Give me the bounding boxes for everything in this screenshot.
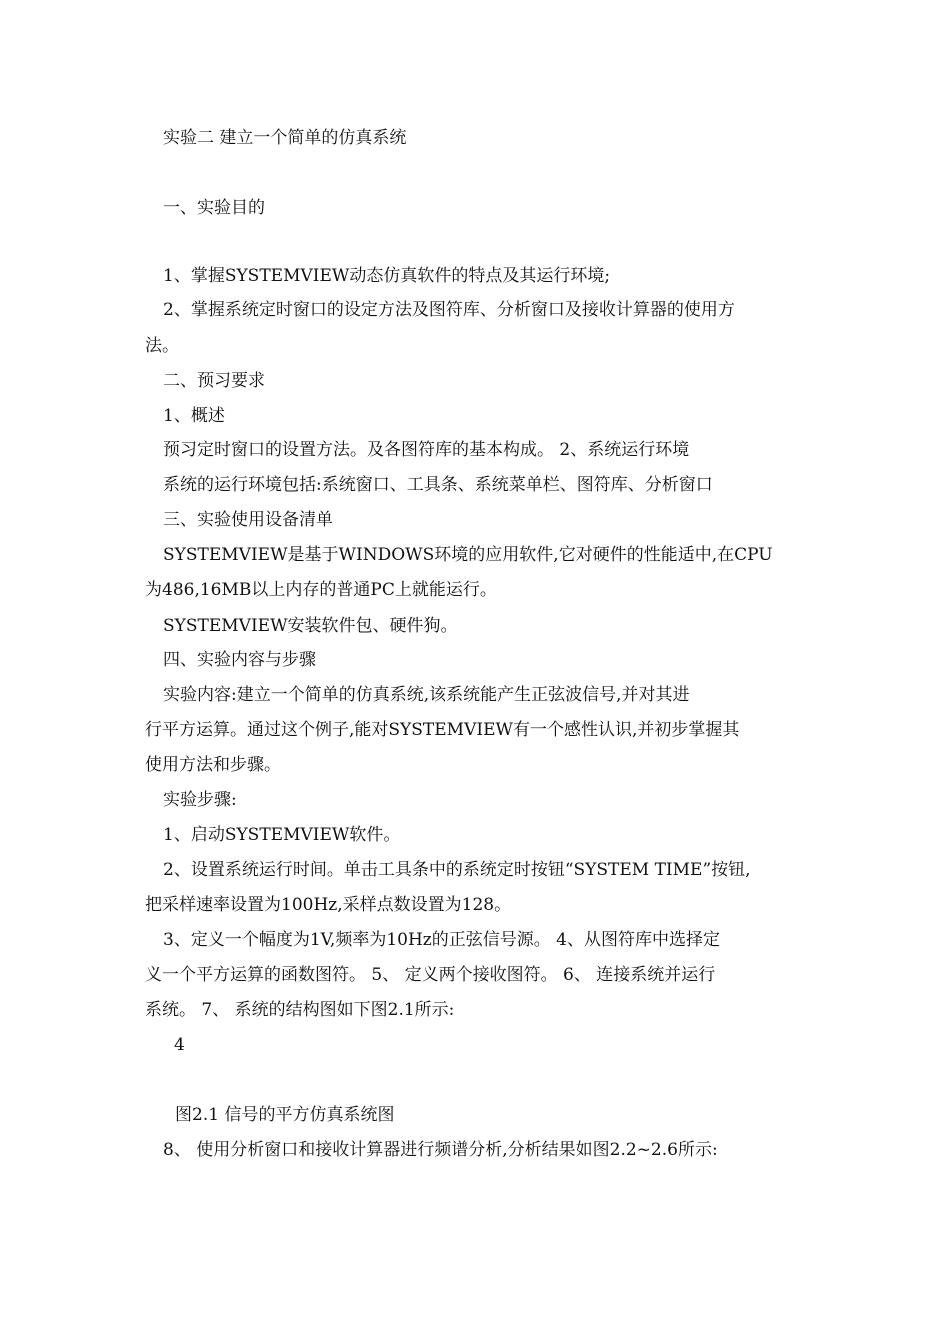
paragraph-line: 1、掌握SYSTEMVIEW动态仿真软件的特点及其运行环境; [163, 266, 611, 286]
step-line: 2、设置系统运行时间。单击工具条中的系统定时按钮“SYSTEM TIME”按钮, [163, 860, 751, 880]
subsection-heading: 实验步骤: [163, 790, 237, 810]
step-line: 把采样速率设置为100Hz,采样点数设置为128。 [145, 895, 512, 915]
paragraph-line: 使用方法和步骤。 [145, 755, 281, 775]
section-heading: 一、实验目的 [163, 198, 265, 218]
paragraph-line: 行平方运算。通过这个例子,能对SYSTEMVIEW有一个感性认识,并初步掌握其 [145, 720, 740, 740]
paragraph-line: 法。 [145, 336, 179, 356]
paragraph-line: 预习定时窗口的设置方法。及各图符库的基本构成。 2、系统运行环境 [163, 440, 690, 460]
paragraph-line: 实验内容:建立一个简单的仿真系统,该系统能产生正弦波信号,并对其进 [163, 685, 690, 705]
section-heading: 四、实验内容与步骤 [163, 650, 316, 670]
paragraph-line: 2、掌握系统定时窗口的设定方法及图符库、分析窗口及接收计算器的使用方 [163, 300, 735, 320]
step-line: 1、启动SYSTEMVIEW软件。 [163, 825, 401, 845]
paragraph-line: 系统的运行环境包括:系统窗口、工具条、系统菜单栏、图符库、分析窗口 [163, 475, 713, 495]
paragraph-line: SYSTEMVIEW是基于WINDOWS环境的应用软件,它对硬件的性能适中,在CPU [163, 545, 773, 565]
figure-placeholder-number: 4 [174, 1035, 185, 1055]
step-line: 3、定义一个幅度为1V,频率为10Hz的正弦信号源。 4、从图符库中选择定 [163, 930, 720, 950]
step-line: 8、 使用分析窗口和接收计算器进行频谱分析,分析结果如图2.2~2.6所示: [163, 1140, 718, 1160]
document-title: 实验二 建立一个简单的仿真系统 [163, 128, 407, 148]
section-heading: 二、预习要求 [163, 371, 265, 391]
step-line: 义一个平方运算的函数图符。 5、 定义两个接收图符。 6、 连接系统并运行 [145, 965, 716, 985]
paragraph-line: 为486,16MB以上内存的普通PC上就能运行。 [145, 580, 497, 600]
subsection-heading: 1、概述 [163, 406, 225, 426]
figure-caption: 图2.1 信号的平方仿真系统图 [175, 1105, 395, 1125]
step-line: 系统。 7、 系统的结构图如下图2.1所示: [145, 1000, 455, 1020]
paragraph-line: SYSTEMVIEW安装软件包、硬件狗。 [163, 616, 458, 636]
section-heading: 三、实验使用设备清单 [163, 510, 333, 530]
